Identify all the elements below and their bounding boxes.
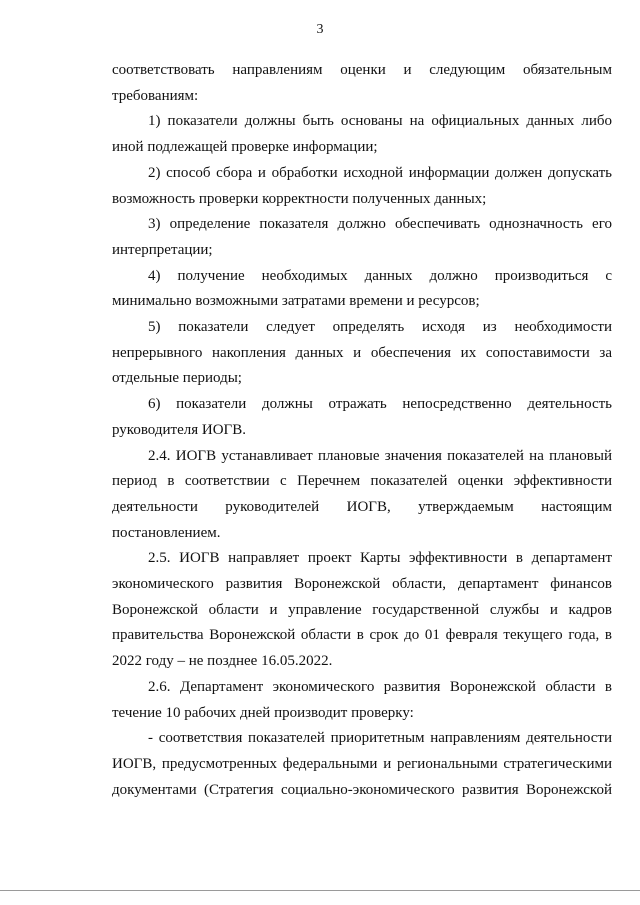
page-bottom-edge [0,890,640,891]
paragraph-item-1: 1) показатели должны быть основаны на официальных данных либо иной подлежащей проверке информации; [112,113,612,156]
paragraph-requirements-intro: соответствовать направлениям оценки и следующим обязательным требованиям: [112,62,612,104]
page-number: 3 [316,22,324,37]
paragraph-item-4: 4) получение необходимых данных должно производиться с минимально возможными затратами времени и ресурсов; [112,267,612,310]
paragraph-clause-2-5: 2.5. ИОГВ направляет проект Карты эффективности в департамент экономического развития Воронежской области, департамент финансов Воронежской области и управление государственной службы и кадров правительства Воронежской области в срок до 01 февраля текущего года, в 2022 году – не позднее 16.05.2022. [112,550,612,670]
paragraph-item-6: 6) показатели должны отражать непосредственно деятельность руководителя ИОГВ. [112,396,612,438]
document-body [112,58,612,803]
paragraph-clause-2-6: 2.6. Департамент экономического развития Воронежской области в течение 10 рабочих дней производит проверку: [112,678,612,721]
paragraph-clause-2-4: 2.4. ИОГВ устанавливает плановые значения показателей на плановый период в соответствии с Перечнем показателей оценки эффективности деятельности руководителей ИОГВ, утверждаемым настоящим постановлением. [112,447,612,541]
paragraph-check-item: - соответствия показателей приоритетным направлениям деятельности ИОГВ, предусмотренных федеральными и региональными стратегическими документами (Стратегия социально-экономического развития Воронежской [112,730,612,798]
paragraph-item-2: 2) способ сбора и обработки исходной информации должен допускать возможность проверки корректности полученных данных; [112,164,612,207]
paragraph-item-5: 5) показатели следует определять исходя из необходимости непрерывного накопления данных и обеспечения их сопоставимости за отдельные периоды; [112,319,612,387]
paragraph-item-3: 3) определение показателя должно обеспечивать однозначность его интерпретации; [112,216,612,258]
